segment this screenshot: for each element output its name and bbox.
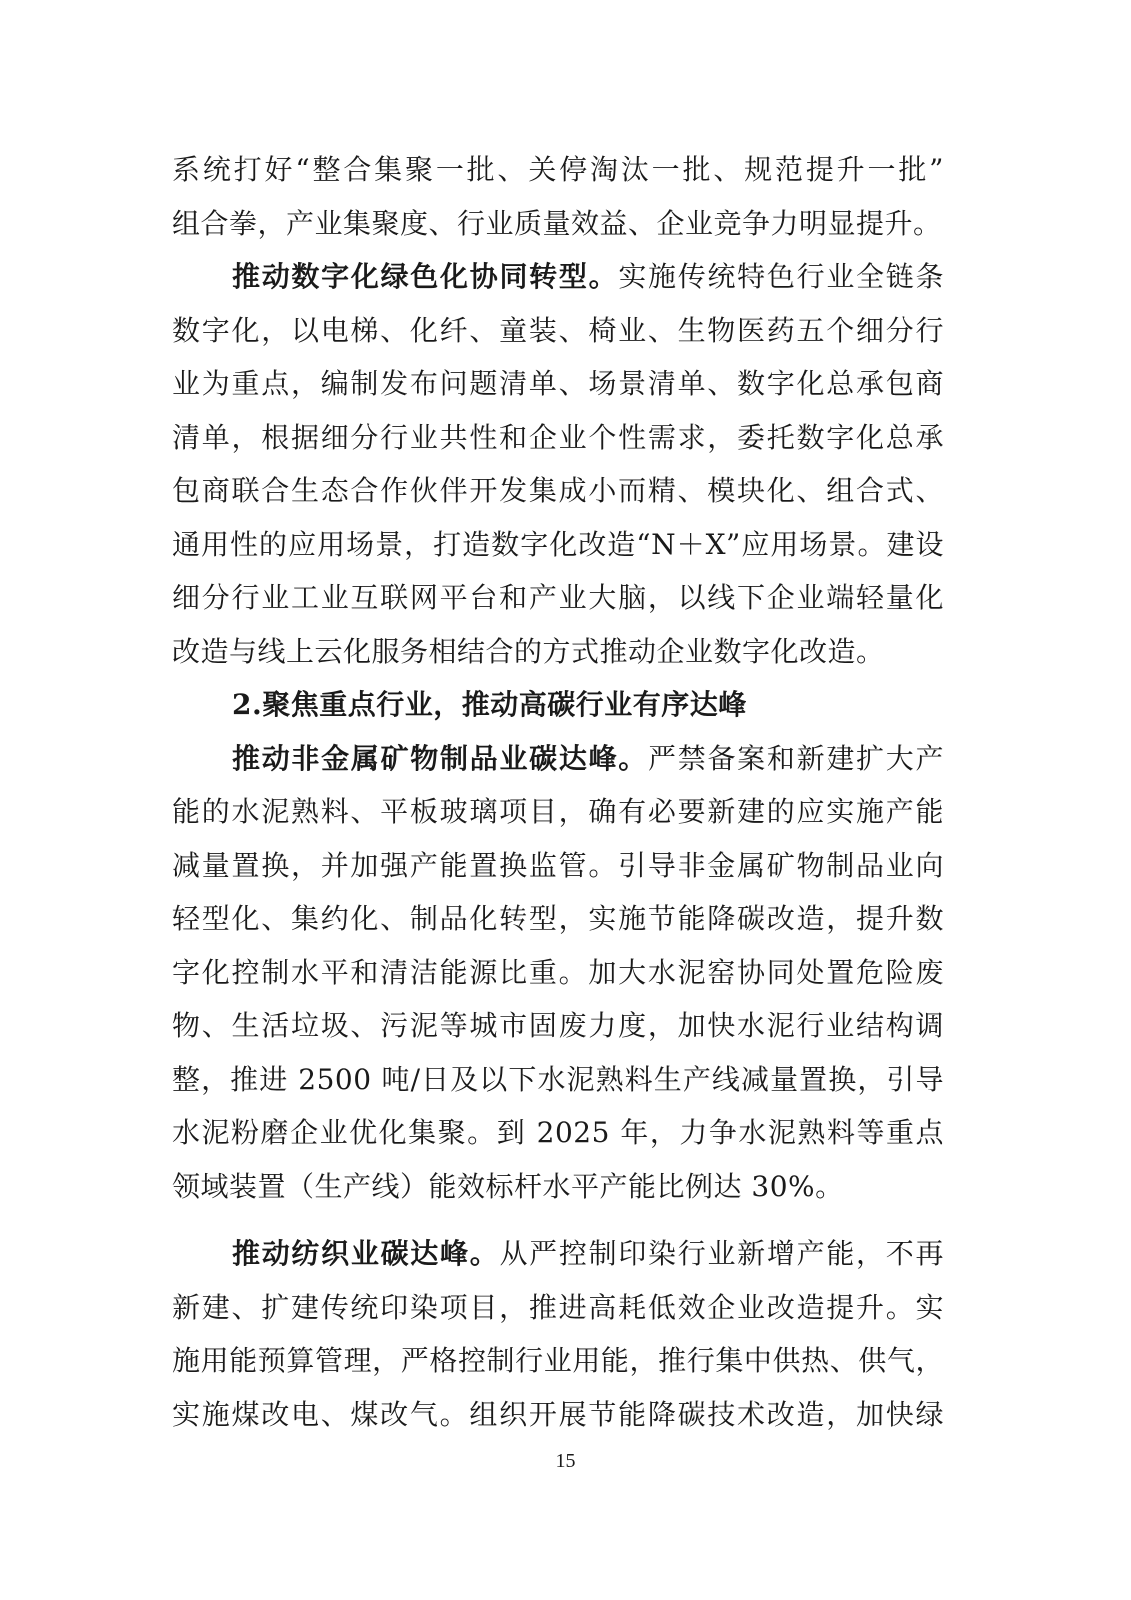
text-line: 改造与线上云化服务相结合的方式推动企业数字化改造。 (172, 634, 885, 668)
paragraph-lead: 推动非金属矿物制品业碳达峰。 (232, 741, 649, 775)
text-line: 能的水泥熟料、平板玻璃项目，确有必要新建的应实施产能 (172, 795, 944, 828)
paragraph-lead: 推动数字化绿色化协同转型。 (232, 260, 619, 293)
text-line: 减量置换，并加强产能置换监管。引导非金属矿物制品业向 (172, 848, 944, 882)
body-text (172, 143, 944, 1441)
paragraph-text: 严禁备案和新建扩大产 (648, 741, 944, 775)
section-heading: 2.聚焦重点行业，推动高碳行业有序达峰 (232, 688, 747, 721)
text-line: 领域装置（生产线）能效标杆水平产能比例达 30%。 (172, 1169, 844, 1203)
text-line: 物、生活垃圾、污泥等城市固废力度，加快水泥行业结构调 (172, 1009, 944, 1042)
paragraph-start (172, 250, 944, 304)
paragraph-start (172, 1227, 944, 1281)
paragraph-text: 实施传统特色行业全链条 (618, 260, 944, 293)
paragraph-start (172, 732, 944, 786)
text-line: 系统打好“整合集聚一批、关停淘汰一批、规范提升一批” (172, 153, 944, 186)
text-line: 清单，根据细分行业共性和企业个性需求，委托数字化总承 (172, 420, 944, 454)
paragraph-lead: 推动纺织业碳达峰。 (232, 1237, 500, 1270)
text-line: 组合拳，产业集聚度、行业质量效益、企业竞争力明显提升。 (172, 206, 942, 240)
text-line: 实施煤改电、煤改气。组织开展节能降碳技术改造，加快绿 (172, 1397, 944, 1431)
text-line: 业为重点，编制发布问题清单、场景清单、数字化总承包商 (172, 367, 944, 400)
text-line: 水泥粉磨企业优化集聚。到 2025 年，力争水泥熟料等重点 (172, 1116, 944, 1149)
text-line: 整，推进 2500 吨/日及以下水泥熟料生产线减量置换，引导 (172, 1062, 944, 1096)
paragraph-text: 从严控制印染行业新增产能，不再 (499, 1237, 944, 1270)
text-line: 通用性的应用场景，打造数字化改造“N＋X”应用场景。建设 (172, 527, 944, 561)
text-line: 新建、扩建传统印染项目，推进高耗低效企业改造提升。实 (172, 1290, 944, 1324)
paragraph-gap (172, 1213, 944, 1227)
text-line: 细分行业工业互联网平台和产业大脑，以线下企业端轻量化 (172, 581, 944, 614)
text-line: 包商联合生态合作伙伴开发集成小而精、模块化、组合式、 (172, 474, 944, 507)
page-number: 15 (555, 1450, 576, 1472)
text-line: 数字化，以电梯、化纤、童装、椅业、生物医药五个细分行 (172, 313, 944, 347)
text-line: 字化控制水平和清洁能源比重。加大水泥窑协同处置危险废 (172, 955, 944, 989)
text-line: 轻型化、集约化、制品化转型，实施节能降碳改造，提升数 (172, 902, 944, 935)
text-line: 施用能预算管理，严格控制行业用能，推行集中供热、供气， (172, 1344, 944, 1377)
